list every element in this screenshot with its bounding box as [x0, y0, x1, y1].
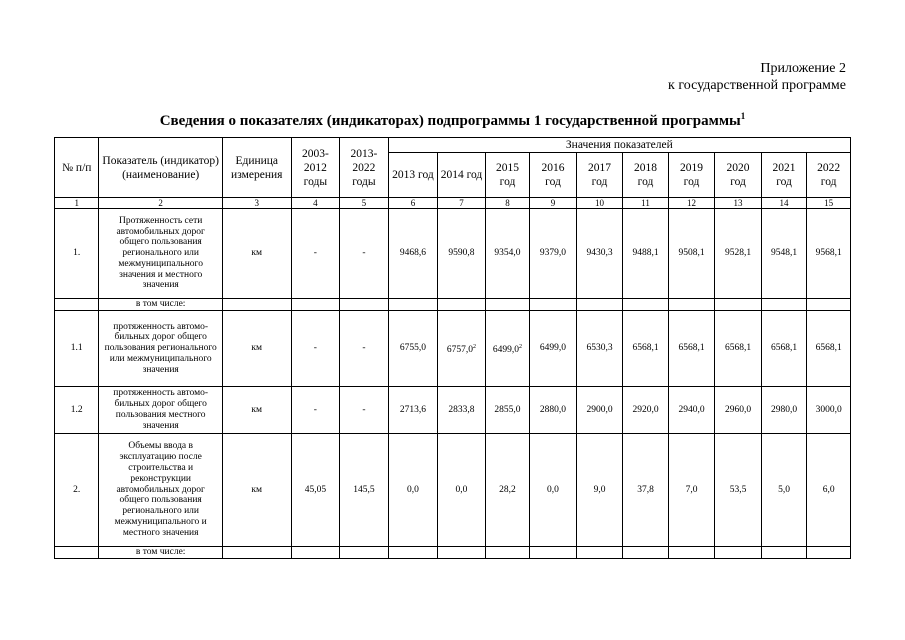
period-2003-2012-cell: - — [291, 209, 340, 299]
value-cell — [485, 209, 529, 299]
value-text: 2920,0 — [632, 404, 659, 415]
value-text: 6,0 — [822, 484, 835, 495]
value-text: 2880,0 — [539, 404, 567, 415]
header-year: 2022 год — [807, 153, 851, 198]
document-title-text: Сведения о показателях (индикаторах) подпрограммы 1 государственной программы — [159, 113, 741, 129]
value-text: 6499,0 — [492, 344, 520, 355]
table-row — [55, 209, 851, 299]
value-cell — [438, 434, 486, 547]
row-number: 1.1 — [55, 311, 99, 387]
value-text: 0,0 — [455, 484, 468, 495]
unit-cell: км — [222, 434, 291, 547]
empty-cell — [438, 299, 486, 311]
value-cell — [485, 387, 529, 434]
empty-cell — [761, 547, 807, 559]
value-cell — [807, 209, 851, 299]
value-text: 6568,1 — [724, 343, 752, 354]
value-text: 6530,3 — [586, 343, 613, 354]
value-cell — [438, 387, 486, 434]
column-number-row — [55, 198, 851, 209]
value-cell — [438, 311, 486, 387]
appendix-line-1: Приложение 2 — [760, 61, 846, 76]
row-number: 2. — [55, 434, 99, 547]
appendix-label — [668, 60, 846, 94]
indicator-name: протяженность автомо-бильных дорог общего пользования регионального или межмуниципального значения — [99, 311, 222, 387]
value-text: 9354,0 — [494, 248, 521, 259]
header-year: 2015 год — [485, 153, 529, 198]
value-cell — [530, 434, 577, 547]
column-number: 10 — [576, 198, 623, 209]
empty-cell — [576, 547, 623, 559]
column-number: 7 — [438, 198, 486, 209]
empty-cell — [807, 299, 851, 311]
unit-cell: км — [222, 387, 291, 434]
period-2013-2022-cell: - — [340, 387, 389, 434]
value-text: 6568,1 — [632, 343, 659, 354]
column-number: 1 — [55, 198, 99, 209]
value-cell — [530, 209, 577, 299]
empty-cell — [485, 299, 529, 311]
empty-cell — [576, 299, 623, 311]
value-cell — [761, 311, 807, 387]
value-cell — [576, 434, 623, 547]
empty-cell — [668, 299, 715, 311]
value-cell — [530, 311, 577, 387]
header-unit: Единица измерения — [222, 138, 291, 198]
unit-cell: км — [222, 209, 291, 299]
document-title — [54, 111, 851, 130]
value-cell — [715, 209, 762, 299]
value-cell — [668, 209, 715, 299]
header-num: № п/п — [55, 138, 99, 198]
footnote-mark: 2 — [473, 343, 477, 350]
value-text: 9430,3 — [586, 248, 613, 259]
value-text: 9590,8 — [448, 248, 475, 259]
value-text: 6755,0 — [399, 343, 427, 354]
column-number: 3 — [222, 198, 291, 209]
subheading-row — [55, 547, 851, 559]
appendix-line-2: к государственной программе — [668, 78, 846, 93]
value-cell — [388, 434, 438, 547]
empty-cell — [222, 547, 291, 559]
value-cell — [715, 434, 762, 547]
value-cell — [761, 387, 807, 434]
value-text: 2980,0 — [770, 404, 798, 415]
empty-cell — [715, 299, 762, 311]
empty-cell — [668, 547, 715, 559]
header-period-2003-2012: 2003-2012 годы — [291, 138, 340, 198]
value-cell — [715, 387, 762, 434]
value-cell — [807, 434, 851, 547]
value-text: 6568,1 — [678, 343, 705, 354]
value-cell — [388, 311, 438, 387]
value-cell — [668, 387, 715, 434]
value-cell — [668, 311, 715, 387]
header-year: 2017 год — [576, 153, 623, 198]
empty-cell — [388, 299, 438, 311]
indicator-name: в том числе: — [99, 299, 222, 311]
empty-cell — [530, 299, 577, 311]
column-number: 6 — [388, 198, 438, 209]
value-cell — [623, 311, 669, 387]
period-2003-2012-cell: 45,05 — [291, 434, 340, 547]
value-text: 9568,1 — [815, 248, 842, 259]
empty-cell — [530, 547, 577, 559]
column-number: 2 — [99, 198, 222, 209]
value-text: 9508,1 — [678, 248, 705, 259]
column-number: 11 — [623, 198, 669, 209]
indicator-name: Объемы ввода в эксплуатацию после строительства и реконструкции автомобильных дорог общего пользования регионального или межмуниципального и местного значения — [99, 434, 222, 547]
column-number: 5 — [340, 198, 389, 209]
value-cell — [623, 434, 669, 547]
column-number: 9 — [530, 198, 577, 209]
empty-cell — [485, 547, 529, 559]
value-cell — [576, 387, 623, 434]
value-text: 6568,1 — [815, 343, 842, 354]
empty-cell — [340, 547, 389, 559]
value-cell — [668, 434, 715, 547]
value-text: 2855,0 — [494, 404, 521, 415]
value-text: 2713,6 — [399, 404, 427, 415]
value-text: 0,0 — [547, 484, 559, 495]
value-text: 9468,6 — [399, 248, 427, 259]
empty-cell — [623, 547, 669, 559]
column-number: 14 — [761, 198, 807, 209]
indicators-table — [54, 137, 851, 559]
header-year: 2018 год — [623, 153, 669, 198]
table-row — [55, 434, 851, 547]
period-2013-2022-cell: - — [340, 311, 389, 387]
table-body — [55, 198, 851, 559]
period-2013-2022-cell: - — [340, 209, 389, 299]
empty-cell — [761, 299, 807, 311]
header-year: 2021 год — [761, 153, 807, 198]
value-text: 9,0 — [593, 484, 606, 495]
value-text: 53,5 — [729, 484, 747, 495]
value-cell — [388, 209, 438, 299]
header-year: 2020 год — [715, 153, 762, 198]
row-number: 1. — [55, 209, 99, 299]
empty-cell — [715, 547, 762, 559]
value-text: 9548,1 — [770, 248, 798, 259]
value-text: 6568,1 — [770, 343, 798, 354]
header-indicator: Показатель (индикатор) (наименование) — [99, 138, 222, 198]
value-cell — [576, 209, 623, 299]
value-cell — [388, 387, 438, 434]
value-cell — [623, 387, 669, 434]
header-year: 2014 год — [438, 153, 486, 198]
empty-cell — [388, 547, 438, 559]
value-cell — [530, 387, 577, 434]
value-text: 28,2 — [499, 484, 516, 495]
column-number: 12 — [668, 198, 715, 209]
row-number — [55, 299, 99, 311]
value-text: 6757,0 — [446, 344, 474, 355]
empty-cell — [807, 547, 851, 559]
value-text: 2940,0 — [678, 404, 705, 415]
value-cell — [623, 209, 669, 299]
indicator-name: Протяженность сети автомобильных дорог общего пользования регионального или межмуниципального значения и местного значения — [99, 209, 222, 299]
value-text: 5,0 — [778, 484, 790, 495]
header-year: 2019 год — [668, 153, 715, 198]
value-text: 9488,1 — [632, 248, 659, 259]
empty-cell — [438, 547, 486, 559]
indicator-name: в том числе: — [99, 547, 222, 559]
period-2003-2012-cell: - — [291, 311, 340, 387]
value-text: 2833,8 — [448, 404, 475, 415]
column-number: 8 — [485, 198, 529, 209]
value-cell — [576, 311, 623, 387]
value-cell — [761, 434, 807, 547]
value-cell — [807, 387, 851, 434]
period-2013-2022-cell: 145,5 — [340, 434, 389, 547]
column-number: 4 — [291, 198, 340, 209]
empty-cell — [623, 299, 669, 311]
table-row — [55, 387, 851, 434]
value-text: 9379,0 — [539, 248, 567, 259]
value-text: 2960,0 — [724, 404, 752, 415]
header-year: 2013 год — [388, 153, 438, 198]
value-text: 3000,0 — [815, 404, 842, 415]
empty-cell — [222, 299, 291, 311]
value-cell — [807, 311, 851, 387]
value-text: 6499,0 — [539, 343, 567, 354]
value-cell — [715, 311, 762, 387]
row-number — [55, 547, 99, 559]
value-text: 2900,0 — [586, 404, 613, 415]
value-text: 9528,1 — [724, 248, 752, 259]
value-cell — [761, 209, 807, 299]
value-text: 37,8 — [637, 484, 654, 495]
subheading-row — [55, 299, 851, 311]
header-period-2013-2022: 2013-2022 годы — [340, 138, 389, 198]
value-cell — [438, 209, 486, 299]
table-header — [55, 138, 851, 198]
period-2003-2012-cell: - — [291, 387, 340, 434]
column-number: 13 — [715, 198, 762, 209]
column-number: 15 — [807, 198, 851, 209]
row-number: 1.2 — [55, 387, 99, 434]
empty-cell — [291, 547, 340, 559]
header-values-group: Значения показателей — [388, 138, 850, 153]
indicator-name: протяженность автомо-бильных дорог общего пользования местного значения — [99, 387, 222, 434]
title-footnote-mark: 1 — [740, 111, 746, 121]
table-row — [55, 311, 851, 387]
unit-cell: км — [222, 311, 291, 387]
value-text: 7,0 — [685, 484, 698, 495]
footnote-mark: 2 — [519, 343, 523, 350]
value-cell — [485, 434, 529, 547]
value-cell — [485, 311, 529, 387]
value-text: 0,0 — [407, 484, 419, 495]
header-year: 2016 год — [530, 153, 577, 198]
empty-cell — [340, 299, 389, 311]
empty-cell — [291, 299, 340, 311]
